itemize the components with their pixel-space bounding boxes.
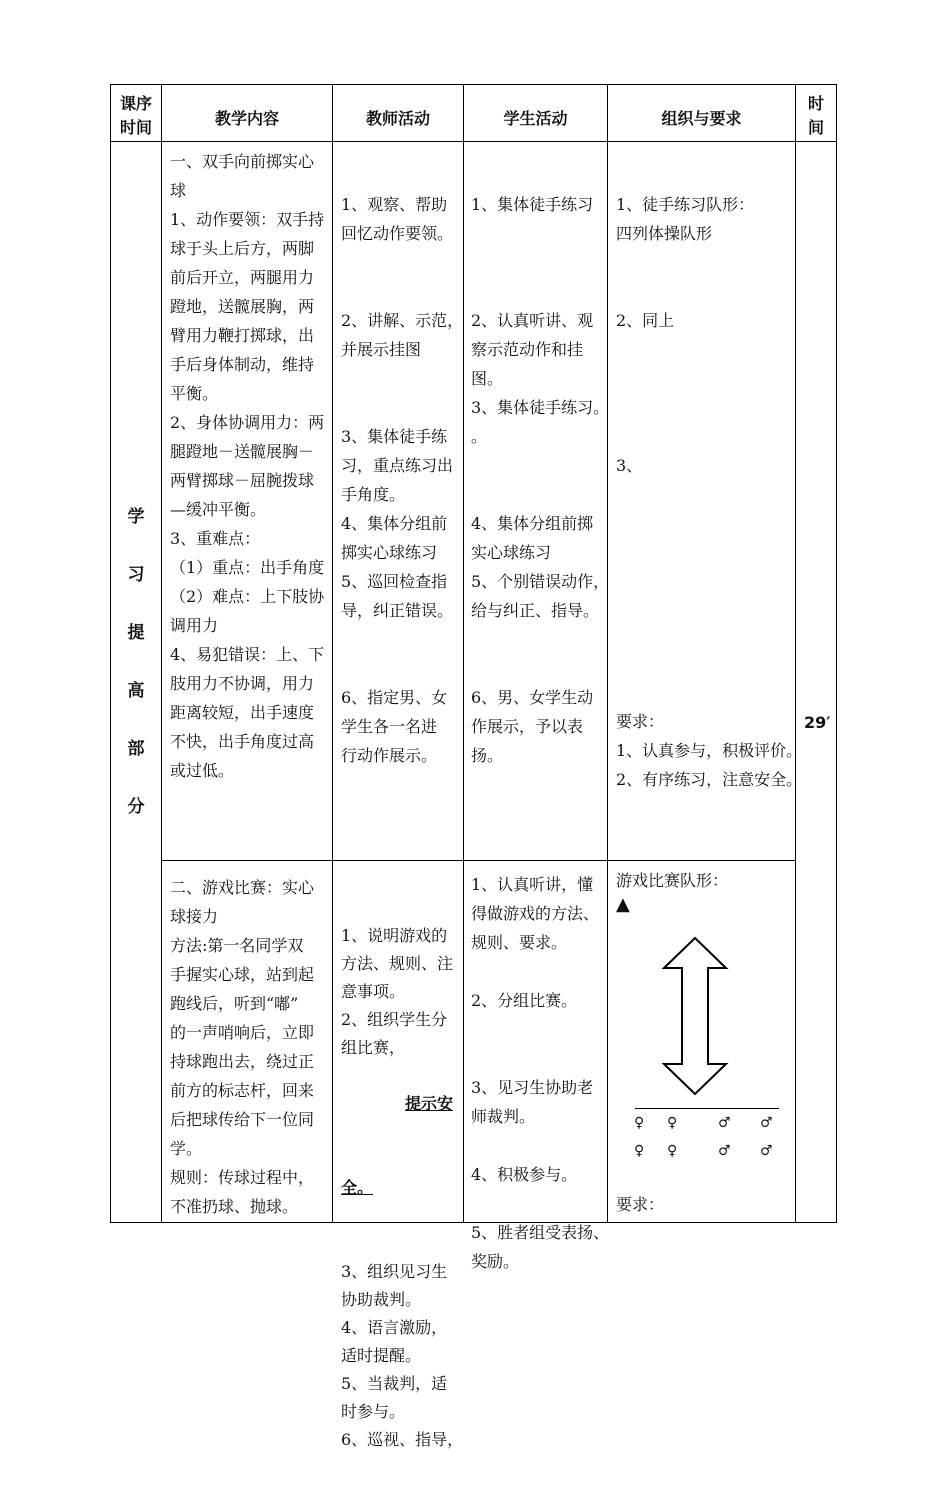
double-arrow-diagram <box>660 936 730 1096</box>
student-activity-line <box>471 480 609 509</box>
teacher-activity-line: 手角度。 <box>341 485 406 504</box>
student-activity-line: 3、集体徒手练习。 <box>471 398 610 417</box>
teacher-activity-line: 3、集体徒手练 <box>341 427 448 446</box>
content-line: 手后身体制动，维持 <box>170 355 315 374</box>
content-line: 学。 <box>170 1139 203 1158</box>
safety-reminder-emphasis-cont: 全。 <box>341 1178 374 1197</box>
row2-org-title: 游戏比赛队形： <box>616 871 729 890</box>
header-bottom-border <box>110 141 837 142</box>
row2-content-text <box>170 873 314 1221</box>
content-line: 4、易犯错误：上、下 <box>170 645 325 664</box>
female-symbol-icon: ♀ <box>667 1143 678 1159</box>
requirement-line: 1、认真参与，积极评价。 <box>616 741 803 760</box>
teacher-activity-line: 4、语言激励， <box>341 1318 448 1337</box>
content-line: 3、重难点： <box>170 529 261 548</box>
student-activity-line <box>471 248 609 277</box>
student-activity-line: 5、个别错误动作， <box>471 572 610 591</box>
row-divider <box>161 860 795 861</box>
student-activity-line: 2、认真听讲、观 <box>471 311 594 330</box>
teacher-activity-line: 意事项。 <box>341 982 406 1001</box>
teacher-activity-line: 5、巡回检查指 <box>341 572 448 591</box>
content-line: 规则：传球过程中， <box>170 1168 315 1187</box>
col-border-right <box>836 84 837 1223</box>
student-activity-line: 6、男、女学生动 <box>471 688 594 707</box>
teacher-activity-line: 掷实心球练习 <box>341 543 438 562</box>
row1-organization-text <box>616 190 754 480</box>
content-line: 不快，出手角度过高 <box>170 732 315 751</box>
student-activity-line: 5、胜者组受表扬、 <box>471 1223 610 1242</box>
student-activity-line: 师裁判。 <box>471 1107 536 1126</box>
student-activity-line: 给与纠正、指导。 <box>471 601 600 620</box>
teacher-activity-line: 导，纠正错误。 <box>341 601 454 620</box>
teacher-activity-line <box>341 277 463 306</box>
male-symbol-icon: ♂ <box>760 1143 773 1159</box>
teacher-activity-line <box>341 625 463 654</box>
content-line: 1、动作要领：双手持 <box>170 210 325 229</box>
teacher-activity-line: 习，重点练习出 <box>341 456 454 475</box>
organization-line: 3、 <box>616 456 643 475</box>
organization-line <box>616 393 754 422</box>
student-activity-line: 奖励。 <box>471 1252 520 1271</box>
content-line: 不准扔球、抛球。 <box>170 1197 299 1216</box>
safety-reminder-emphasis: 提示安 <box>405 1094 454 1113</box>
student-activity-line: 作展示，予以表 <box>471 717 584 736</box>
content-line: 腿蹬地－送髋展胸－ <box>170 442 315 461</box>
student-activity-line <box>471 1015 609 1044</box>
header-student: 学生活动 <box>503 109 568 128</box>
student-activity-line: 得做游戏的方法、 <box>471 904 600 923</box>
requirement-line: 2、有序练习，注意安全。 <box>616 770 803 789</box>
content-line: 距离较短，出手速度 <box>170 703 315 722</box>
content-line: 或过低。 <box>170 761 235 780</box>
teacher-activity-line: 时参与。 <box>341 1402 406 1421</box>
section-duration: 29′ <box>804 713 831 732</box>
content-line: 持球跑出去，绕过正 <box>170 1052 315 1071</box>
section-label-char: 学 <box>127 507 145 527</box>
teacher-activity-line <box>341 248 463 277</box>
content-line: —缓冲平衡。 <box>170 500 267 519</box>
header-lesson-time: 课序 时间 <box>119 94 152 137</box>
organization-line <box>616 364 754 393</box>
content-line: 球接力 <box>170 907 219 926</box>
section-label-char: 高 <box>127 681 145 701</box>
row2-teacher-text <box>341 866 463 1510</box>
male-symbol-icon: ♂ <box>760 1115 773 1131</box>
student-activity-line: 图。 <box>471 369 504 388</box>
student-activity-line: 3、见习生协助老 <box>471 1078 594 1097</box>
table-top-border <box>110 84 837 85</box>
teacher-activity-line: 并展示挂图 <box>341 340 422 359</box>
content-line: 两臂掷球－屈腕拨球 <box>170 471 315 490</box>
student-activity-line: 1、集体徒手练习 <box>471 195 594 214</box>
content-line: 肢用力不协调，用力 <box>170 674 315 693</box>
content-line: 方法:第一名同学双 <box>170 936 304 955</box>
section-label-char: 习 <box>127 565 145 585</box>
teacher-activity-line: 3、组织见习生 <box>341 1262 448 1281</box>
student-activity-line: 察示范动作和挂 <box>471 340 584 359</box>
teacher-activity-line: 4、集体分组前 <box>341 514 448 533</box>
triangle-marker-icon: ▲ <box>616 894 630 915</box>
content-line: 平衡。 <box>170 384 219 403</box>
organization-line: 2、同上 <box>616 311 675 330</box>
student-activity-line: 规则、要求。 <box>471 933 568 952</box>
header-organization: 组织与要求 <box>661 109 742 128</box>
male-symbol-icon: ♂ <box>718 1143 731 1159</box>
content-line: 蹬地，送髋展胸，两 <box>170 297 315 316</box>
teacher-activity-line: 6、指定男、女 <box>341 688 448 707</box>
content-line: 球 <box>170 181 187 200</box>
content-line: 调用力 <box>170 616 219 635</box>
organization-line <box>616 335 754 364</box>
content-line: 前后开立，两腿用力 <box>170 268 315 287</box>
teacher-activity-line: 行动作展示。 <box>341 746 438 765</box>
student-activity-line <box>471 1131 609 1160</box>
student-activity-line: 2、分组比赛。 <box>471 991 578 1010</box>
teacher-activity-line: 协助裁判。 <box>341 1290 422 1309</box>
teacher-activity-line: 回忆动作要领。 <box>341 224 454 243</box>
header-duration: 时 间 <box>807 94 824 137</box>
student-activity-line <box>471 1189 609 1218</box>
student-activity-line <box>471 1044 609 1073</box>
col-border-1 <box>161 84 162 1223</box>
teacher-activity-line: 方法、规则、注 <box>341 954 454 973</box>
section-label <box>111 502 161 850</box>
content-line: 手握实心球，站到起 <box>170 965 315 984</box>
organization-line: 1、徒手练习队形： <box>616 195 755 214</box>
content-line: 的一声哨响后，立即 <box>170 1023 315 1042</box>
row1-teacher-text <box>341 190 463 770</box>
content-line: 臂用力鞭打掷球，出 <box>170 326 315 345</box>
content-line: （1）重点：出手角度 <box>170 558 325 577</box>
start-line <box>635 1108 779 1109</box>
content-line: 前方的标志杆，回来 <box>170 1081 315 1100</box>
student-activity-line <box>471 654 609 683</box>
teacher-activity-line: 组比赛， <box>341 1038 406 1057</box>
col-border-5 <box>795 84 796 1223</box>
teacher-activity-line: 2、讲解、示范， <box>341 311 464 330</box>
requirement-line: 要求： <box>616 712 665 731</box>
teacher-activity-line: 1、观察、帮助 <box>341 195 448 214</box>
teacher-activity-line: 学生各一名进 <box>341 717 438 736</box>
student-activity-line: 4、集体分组前掷 <box>471 514 594 533</box>
content-line: 一、双手向前掷实心 <box>170 152 315 171</box>
organization-line: 四列体操队形 <box>616 224 713 243</box>
content-line: （2）难点：上下肢协 <box>170 587 325 606</box>
row1-student-text <box>471 190 609 770</box>
content-line: 二、游戏比赛：实心 <box>170 878 315 897</box>
student-activity-line <box>471 219 609 248</box>
section-label-char: 部 <box>127 739 145 759</box>
row1-content-text <box>170 147 324 785</box>
header-teacher: 教师活动 <box>365 109 430 128</box>
header-content: 教学内容 <box>214 109 279 128</box>
teacher-activity-line: 6、巡视、指导， <box>341 1430 464 1449</box>
row1-requirements-text <box>616 707 802 794</box>
section-label-char: 分 <box>127 797 145 817</box>
student-activity-line <box>471 625 609 654</box>
student-activity-line: 扬。 <box>471 746 504 765</box>
male-symbol-icon: ♂ <box>718 1115 731 1131</box>
row2-student-text <box>471 870 609 1276</box>
content-line: 2、身体协调用力：两 <box>170 413 325 432</box>
teacher-activity-line: 适时提醒。 <box>341 1346 422 1365</box>
female-symbol-icon: ♀ <box>667 1115 678 1131</box>
student-activity-line <box>471 277 609 306</box>
female-symbol-icon: ♀ <box>634 1115 645 1131</box>
student-activity-line <box>471 451 609 480</box>
student-activity-line <box>471 957 609 986</box>
col-border-2 <box>332 84 333 1223</box>
teacher-activity-line: 2、组织学生分 <box>341 1010 448 1029</box>
content-line: 跑线后，听到“嘟” <box>170 994 299 1013</box>
content-line: 后把球传给下一位同 <box>170 1110 315 1129</box>
double-arrow-icon <box>664 938 726 1094</box>
teacher-activity-line <box>341 654 463 683</box>
teacher-activity-line: 1、说明游戏的 <box>341 926 448 945</box>
teacher-activity-line <box>341 364 463 393</box>
row2-requirement-label: 要求： <box>616 1195 665 1214</box>
student-activity-line: 。 <box>471 427 488 446</box>
student-activity-line: 1、认真听讲，懂 <box>471 875 594 894</box>
female-symbol-icon: ♀ <box>634 1143 645 1159</box>
student-activity-line: 4、积极参与。 <box>471 1165 578 1184</box>
organization-line <box>616 422 754 451</box>
section-label-char: 提 <box>127 623 145 643</box>
organization-line <box>616 248 754 277</box>
student-activity-line: 实心球练习 <box>471 543 552 562</box>
organization-line <box>616 277 754 306</box>
teacher-activity-line: 5、当裁判，适 <box>341 1374 448 1393</box>
content-line: 球于头上后方，两脚 <box>170 239 315 258</box>
teacher-activity-line <box>341 393 463 422</box>
